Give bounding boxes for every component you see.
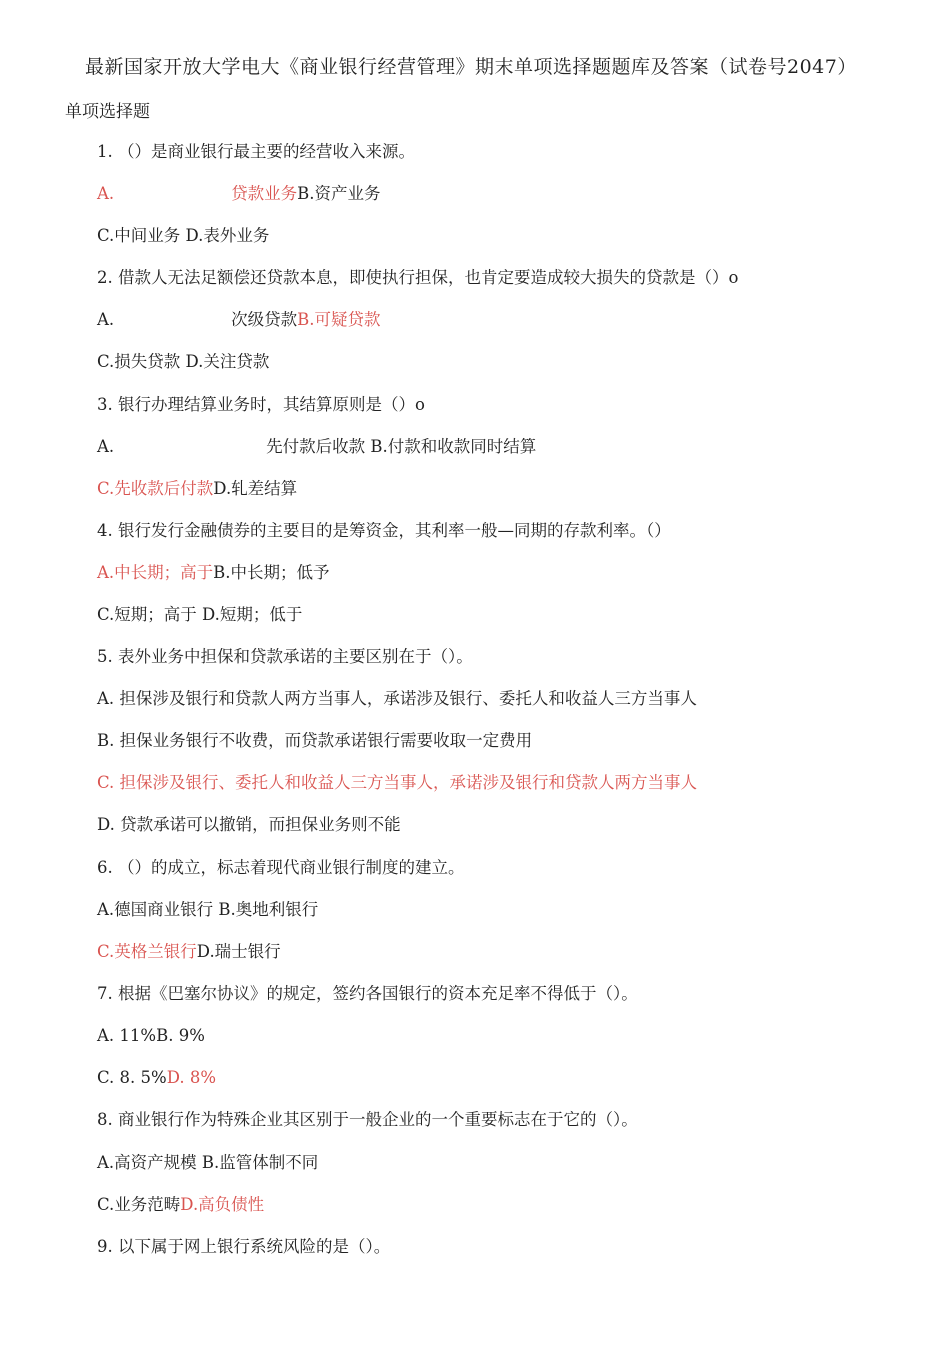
question-8-options-ab: A.高资产规模 B.监管体制不同 (97, 1153, 319, 1172)
question-3-options-ab (97, 436, 536, 458)
q2-option-a: 次级贷款 (231, 310, 298, 329)
section-heading: 单项选择题 (65, 102, 150, 122)
question-5-option-d: D. 贷款承诺可以撤销，而担保业务则不能 (97, 815, 401, 834)
question-2-options-cd: C.损失贷款 D.关注贷款 (97, 352, 270, 371)
question-4-stem: 4. 银行发行金融债券的主要目的是筹资金，其利率一般—同期的存款利率。（） (97, 521, 671, 540)
question-2-stem: 2. 借款人无法足额偿还贷款本息，即使执行担保，也肯定要造成较大损失的贷款是（）o (97, 268, 739, 287)
q3-option-a-prefix: A. (97, 437, 115, 456)
question-9-stem: 9. 以下属于网上银行系统风险的是（）。 (97, 1237, 391, 1256)
question-8-stem: 8. 商业银行作为特殊企业其区别于一般企业的一个重要标志在于它的（）。 (97, 1110, 638, 1129)
question-6-stem: 6. （）的成立，标志着现代商业银行制度的建立。 (97, 858, 465, 877)
q4-option-a-answer: A.中长期；高于 (97, 563, 214, 582)
question-5-option-b: B. 担保业务银行不收费，而贷款承诺银行需要收取一定费用 (97, 731, 533, 750)
q6-option-d: D.瑞士银行 (196, 942, 281, 961)
q8-option-d-answer: D.高负债性 (180, 1195, 265, 1214)
question-5-stem: 5. 表外业务中担保和贷款承诺的主要区别在于（）。 (97, 647, 473, 666)
document-title: 最新国家开放大学电大《商业银行经营管理》期末单项选择题题库及答案（试卷号2047） (85, 56, 857, 78)
q4-option-b: B.中长期；低予 (213, 563, 330, 582)
q7-option-c: C. 8. 5% (97, 1068, 167, 1087)
question-5-option-c-answer: C. 担保涉及银行、委托人和收益人三方当事人，承诺涉及银行和贷款人两方当事人 (97, 773, 698, 792)
question-8-options-cd (97, 1194, 264, 1216)
question-2-options-ab (97, 309, 381, 331)
q8-option-c: C.业务范畴 (97, 1195, 181, 1214)
question-3-options-cd (97, 478, 297, 500)
question-4-options-cd: C.短期；高于 D.短期；低于 (97, 605, 303, 624)
q2-option-b-answer: B.可疑贷款 (297, 310, 381, 329)
question-6-options-cd (97, 941, 281, 963)
q1-option-a-answer: 贷款业务 (231, 184, 298, 203)
question-1-options-cd: C.中间业务 D.表外业务 (97, 226, 270, 245)
question-6-options-ab: A.德国商业银行 B.奥地利银行 (97, 900, 319, 919)
question-7-stem: 7. 根据《巴塞尔协议》的规定，签约各国银行的资本充足率不得低于（）。 (97, 984, 638, 1003)
question-5-option-a: A. 担保涉及银行和贷款人两方当事人，承诺涉及银行、委托人和收益人三方当事人 (97, 689, 697, 708)
question-7-options-cd (97, 1067, 216, 1089)
q6-option-c-answer: C.英格兰银行 (97, 942, 197, 961)
question-1-stem: 1. （）是商业银行最主要的经营收入来源。 (97, 142, 415, 161)
question-4-options-ab (97, 562, 330, 584)
q3-option-d: D.轧差结算 (213, 479, 298, 498)
q1-option-b: B.资产业务 (297, 184, 381, 203)
q2-option-a-prefix: A. (97, 310, 115, 329)
q7-option-d-answer: D. 8% (166, 1068, 217, 1087)
q1-option-a-prefix: A. (97, 184, 115, 203)
q3-option-c-answer: C.先收款后付款 (97, 479, 214, 498)
question-7-options-ab: A. 11%B. 9% (97, 1026, 205, 1045)
question-3-stem: 3. 银行办理结算业务时，其结算原则是（）o (97, 395, 425, 414)
q3-option-ab: 先付款后收款 B.付款和收款同时结算 (266, 437, 537, 456)
question-1-options-ab (97, 183, 381, 205)
